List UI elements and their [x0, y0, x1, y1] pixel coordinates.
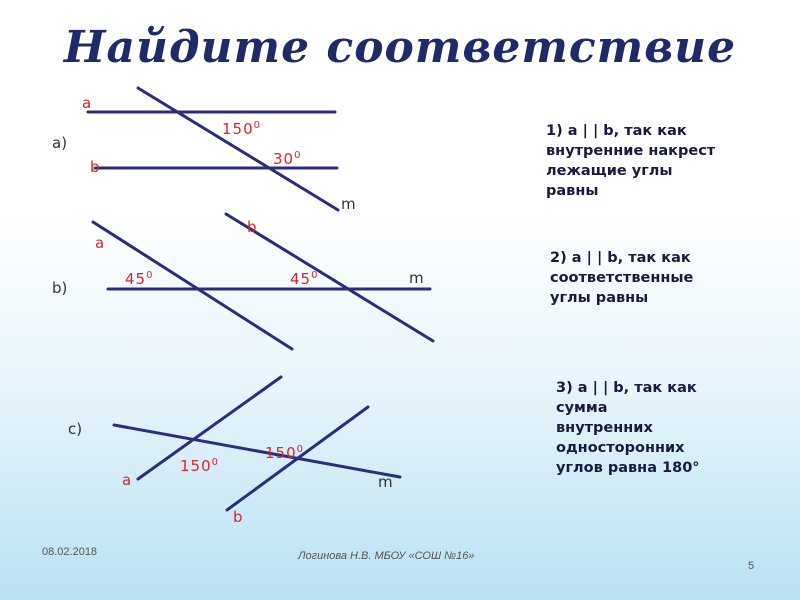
figure-b-line-a	[93, 222, 292, 349]
slide-title: Найдите соответствие	[63, 22, 737, 73]
footer-date: 08.02.2018	[42, 546, 98, 558]
figure-a-line-m-label: m	[341, 195, 356, 213]
figure-c-angle-right: $150^0$	[265, 444, 305, 462]
figure-c-line-m	[114, 425, 400, 477]
figure-a	[52, 88, 356, 213]
figure-c-line-m-label: m	[378, 473, 393, 491]
figure-b-line-m-label: m	[409, 269, 424, 287]
figure-a-line-a-label: a	[82, 94, 92, 112]
figure-b-line-b	[226, 214, 433, 341]
figure-c-line-b	[227, 407, 368, 510]
option-1: 1) a | | b, так как внутренние накрест лежащие углы равны	[546, 123, 716, 199]
figure-b-angle-right: $45^0$	[290, 270, 319, 288]
page-number: 5	[748, 560, 755, 572]
figure-a-angle-30: $30^0$	[273, 150, 302, 168]
figure-c-label: c)	[68, 420, 83, 438]
figure-a-line-m	[138, 88, 338, 210]
figure-c-line-b-label: b	[233, 508, 243, 526]
figure-c	[68, 377, 400, 526]
figure-a-angle-150: $150^0$	[222, 120, 262, 138]
figure-a-label: a)	[52, 134, 68, 152]
figure-b-line-b-label: b	[247, 218, 257, 236]
figure-b	[52, 214, 433, 349]
footer-author: Логинова Н.В. МБОУ «СОШ №16»	[298, 550, 475, 562]
figure-a-line-b-label: b	[90, 158, 100, 176]
figure-b-angle-left: $45^0$	[125, 270, 154, 288]
figure-b-label: b)	[52, 279, 68, 297]
option-3: 3) a | | b, так как сумма внутренних односторонних углов равна 180°	[556, 380, 700, 476]
option-2: 2) a | | b, так как соответственные углы равны	[550, 250, 694, 306]
figure-c-line-a-label: a	[122, 471, 132, 489]
figure-c-angle-left: $150^0$	[180, 457, 220, 475]
figure-b-line-a-label: a	[95, 234, 105, 252]
